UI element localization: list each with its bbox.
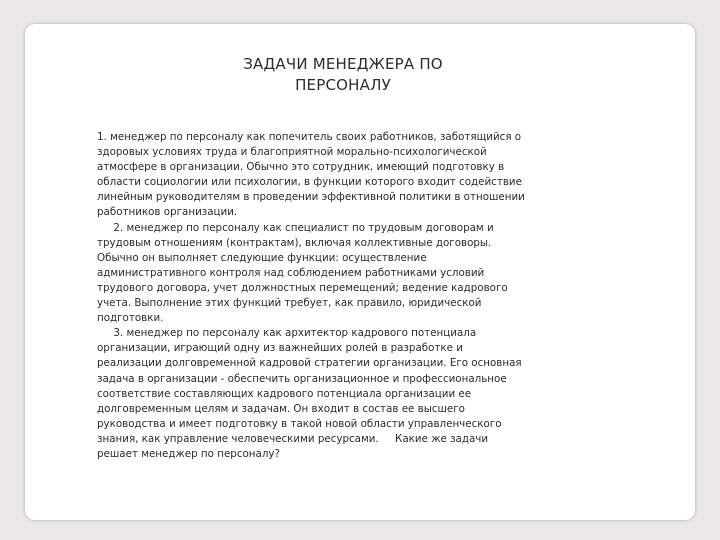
text-line: работников организации. — [97, 206, 238, 219]
text-line: здоровых условиях труда и благоприятной морально-психологической — [97, 146, 487, 159]
slide-title-line-2: ПЕРСОНАЛУ — [295, 76, 391, 94]
slide-title — [185, 54, 501, 96]
slide — [25, 24, 695, 520]
text-line: реализации долговременной кадровой стратегии организации. Его основная — [97, 357, 522, 370]
text-line: учета. Выполнение этих функций требует, как правило, юридической — [97, 297, 482, 310]
text-line: знания, как управление человеческими ресурсами. Какие же задачи — [97, 432, 489, 445]
text-line: соответствие составляющих кадрового потенциала организации ее — [97, 387, 472, 400]
text-line: долговременным целям и задачам. Он входит в состав ее высшего — [97, 402, 465, 415]
text-line: трудового договора, учет должностных перемещений; ведение кадрового — [97, 281, 508, 294]
text-line: 3. менеджер по персоналу как архитектор кадрового потенциала — [97, 327, 477, 340]
text-line: решает менеджер по персоналу? — [97, 447, 280, 460]
slide-body-text — [97, 130, 597, 462]
text-line: руководства и имеет подготовку в такой новой области управленческого — [97, 417, 502, 430]
slide-title-line-1: ЗАДАЧИ МЕНЕДЖЕРА ПО — [243, 55, 443, 73]
text-line: подготовки. — [97, 312, 164, 325]
text-line: области социологии или психологии, в функции которого входит содействие — [97, 176, 522, 189]
text-line: 1. менеджер по персоналу как попечитель своих работников, заботящийся о — [97, 131, 522, 143]
text-line: атмосфере в организации. Обычно это сотрудник, имеющий подготовку в — [97, 161, 505, 174]
text-line: трудовым отношениям (контрактам), включая коллективные договоры. — [97, 236, 492, 249]
text-line: административного контроля над соблюдением работниками условий — [97, 266, 485, 279]
text-line: 2. менеджер по персоналу как специалист по трудовым договорам и — [97, 221, 494, 234]
text-line: линейным руководителям в проведении эффективной политики в отношении — [97, 191, 525, 204]
text-line: задача в организации - обеспечить организационное и профессиональное — [97, 372, 507, 385]
text-line: Обычно он выполняет следующие функции: осуществление — [97, 251, 427, 264]
text-line: организации, играющий одну из важнейших ролей в разработке и — [97, 342, 463, 355]
